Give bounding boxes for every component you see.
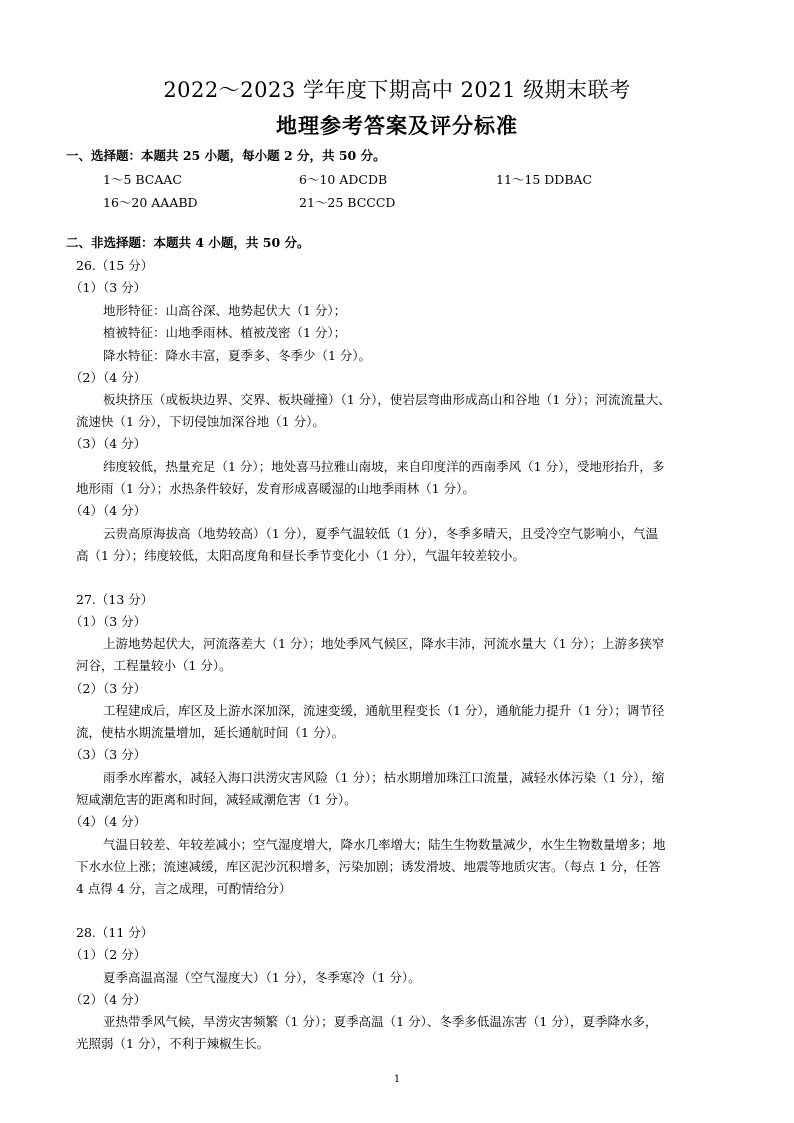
q26-part1-line: 植被特征：山地季雨林、植被茂密（1 分）； [103,325,347,340]
q27-part3-line: 雨季水库蓄水，减轻入海口洪涝灾害风险（1 分）；枯水期增加珠江口流量，减轻水体污染（1 分），缩 [103,770,665,785]
q26-part3-line: 纬度较低，热量充足（1 分）；地处喜马拉雅山南坡，来自印度洋的西南季风（1 分），受地形抬升，多 [103,459,665,474]
q27-part1-label: （1）（3 分） [70,614,147,629]
q27-part4-label: （4）（4 分） [70,814,147,829]
mc-answer-group: 11～15 DDBAC [496,172,593,187]
q26-part1-label: （1）（3 分） [70,280,147,295]
q26-part4-label: （4）（4 分） [70,503,147,518]
q27-label: 27.（13 分） [76,592,154,607]
q27-part1-line: 上游地势起伏大，河流落差大（1 分）；地处季风气候区，降水丰沛，河流水量大（1 分）；上游多狭窄 [103,636,665,651]
section1-heading: 一、选择题：本题共 25 小题，每小题 2 分，共 50 分。 [66,148,386,163]
q27-part1-line: 河谷，工程量较小（1 分）。 [76,658,232,673]
q27-part3-line: 短咸潮危害的距离和时间，减轻咸潮危害（1 分）。 [76,792,357,807]
q27-part2-line: 工程建成后，库区及上游水深加深，流速变缓，通航里程变长（1 分），通航能力提升（1 分）；调节径 [103,703,665,718]
q28-part2-line: 亚热带季风气候，旱涝灾害频繁（1 分）；夏季高温（1 分）、冬季多低温冻害（1 分），夏季降水多， [103,1014,658,1029]
mc-answer-group: 16～20 AAABD [103,195,198,210]
exam-title: 2022～2023 学年度下期高中 2021 级期末联考 [163,78,631,102]
q26-part3-line: 地形雨（1 分）；水热条件较好，发育形成喜暖湿的山地季雨林（1 分）。 [76,481,475,496]
q27-part2-line: 流，使枯水期流量增加，延长通航时间（1 分）。 [76,725,345,740]
q26-part3-label: （3）（4 分） [70,436,147,451]
q26-part2-line: 板块挤压（或板块边界、交界、板块碰撞）（1 分），使岩层弯曲形成高山和谷地（1 分）；河流流量大、 [103,392,671,407]
q26-part1-line: 降水特征：降水丰富，夏季多、冬季少（1 分）。 [103,348,372,363]
q28-label: 28.（11 分） [76,925,154,940]
q26-label: 26.（15 分） [76,258,154,273]
q27-part4-line: 气温日较差、年较差减小；空气湿度增大，降水几率增大；陆生生物数量减少，水生生物数量增多；地 [103,837,666,852]
q26-part2-line: 流速快（1 分），下切侵蚀加深谷地（1 分）。 [76,414,325,429]
q27-part4-line: 下水水位上涨；流速减缓，库区泥沙沉积增多，污染加剧；诱发滑坡、地震等地质灾害。（每点 1 分，任答 [76,859,661,874]
q28-part2-line: 光照弱（1 分），不利于辣椒生长。 [76,1036,270,1051]
q26-part4-line: 云贵高原海拔高（地势较高）（1 分），夏季气温较低（1 分），冬季多晴天，且受冷空气影响小，气温 [103,526,659,541]
q26-part2-label: （2）（4 分） [70,370,147,385]
q28-part2-label: （2）（4 分） [70,992,147,1007]
q26-part1-line: 地形特征：山高谷深、地势起伏大（1 分）； [103,303,347,318]
mc-answer-group: 1～5 BCAAC [103,172,182,187]
q28-part1-line: 夏季高温高湿（空气湿度大）（1 分），冬季寒冷（1 分）。 [103,970,421,985]
page-number: 1 [393,1074,401,1085]
q28-part1-label: （1）（2 分） [70,947,147,962]
q27-part3-label: （3）（3 分） [70,747,147,762]
mc-answer-group: 21～25 BCCCD [299,195,396,210]
q26-part4-line: 高（1 分）；纬度较低，太阳高度角和昼长季节变化小（1 分），气温年较差较小。 [76,548,525,563]
section2-heading: 二、非选择题：本题共 4 小题，共 50 分。 [66,235,310,250]
q27-part4-line: 4 点得 4 分，言之成理，可酌情给分） [76,881,292,896]
mc-answer-group: 6～10 ADCDB [299,172,388,187]
answer-key-title: 地理参考答案及评分标准 [276,113,518,138]
q27-part2-label: （2）（3 分） [70,681,147,696]
